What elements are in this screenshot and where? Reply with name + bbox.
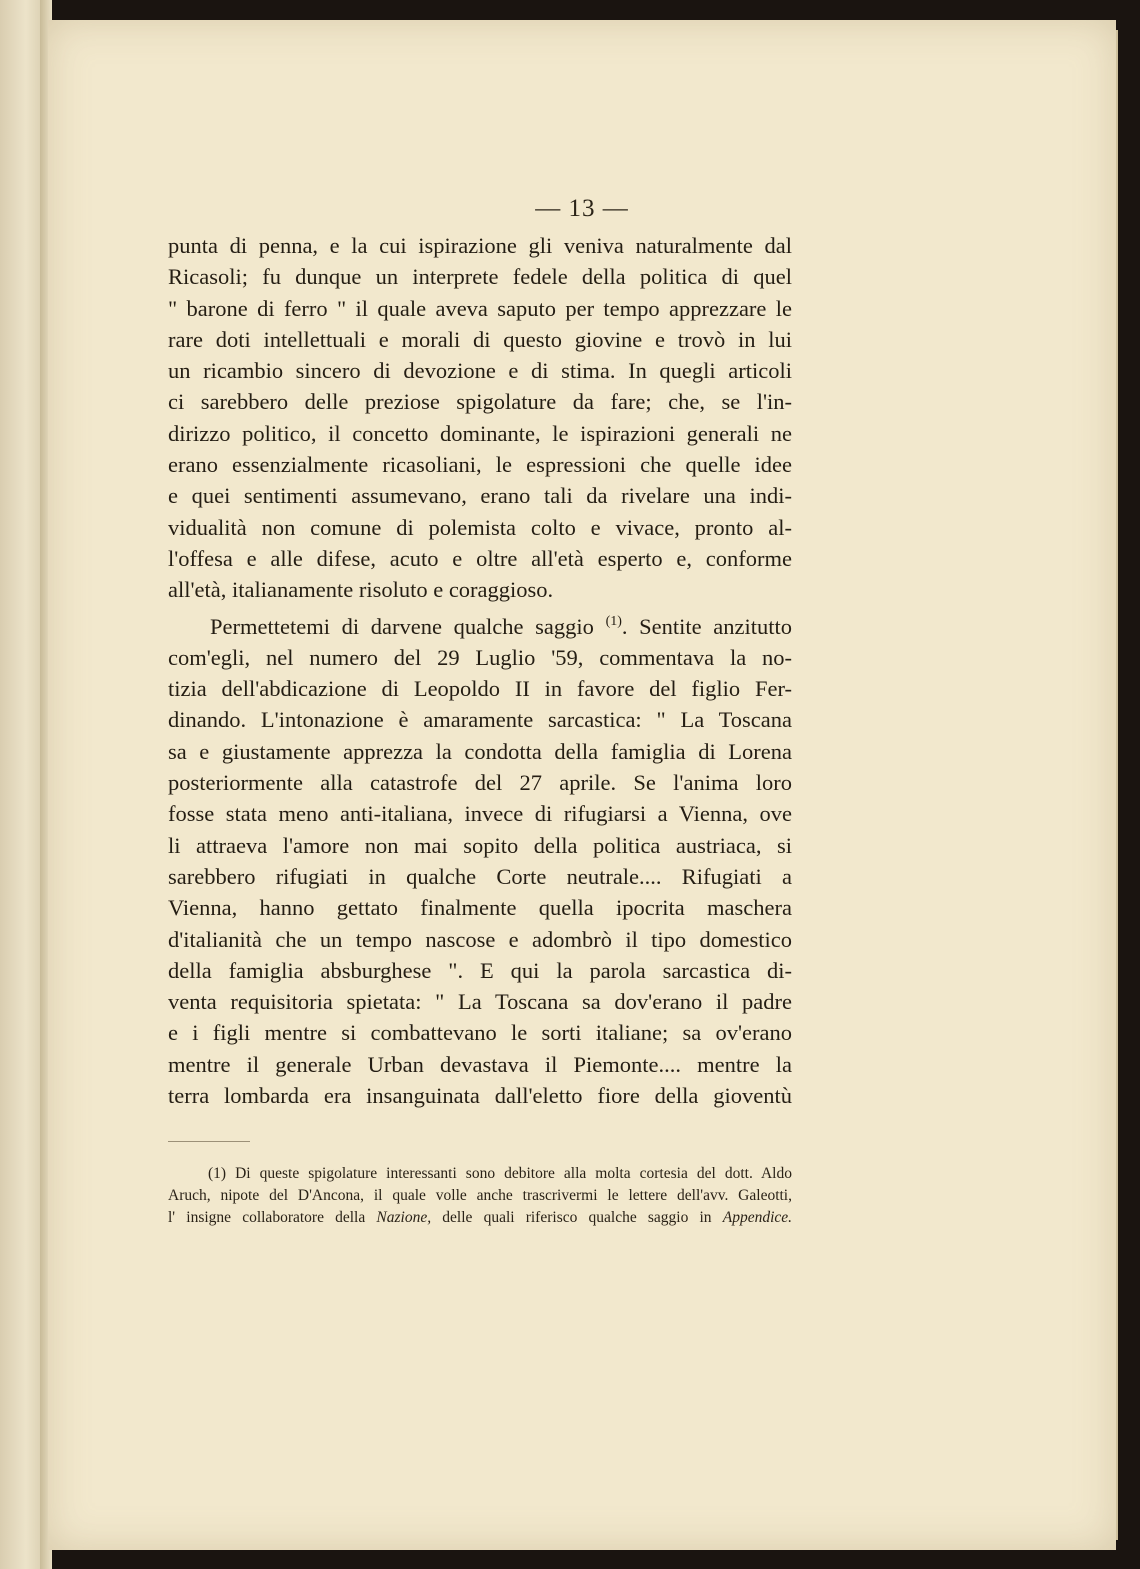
text-line: venta requisitoria spietata: " La Toscana sa dov'erano il padre	[168, 989, 792, 1015]
text-line: un ricambio sincero di devozione e di stima. In quegli articoli	[168, 358, 792, 384]
text-line: erano essenzialmente ricasoliani, le espressioni che quelle idee	[168, 452, 792, 478]
text-line: posteriormente alla catastrofe del 27 aprile. Se l'anima loro	[168, 770, 792, 796]
text-line: Vienna, hanno gettato finalmente quella ipocrita maschera	[168, 895, 792, 921]
text-line: " barone di ferro " il quale aveva saputo per tempo apprezzare le	[168, 295, 792, 321]
footnote-divider	[168, 1141, 250, 1142]
text-fragment: l' insigne collaboratore della	[168, 1209, 366, 1226]
text-line: Ricasoli; fu dunque un interprete fedele della politica di quel	[168, 264, 792, 290]
text-line: li attraeva l'amore non mai sopito della politica austriaca, si	[168, 832, 792, 858]
text-line: e i figli mentre si combattevano le sorti italiane; sa ov'erano	[168, 1020, 792, 1046]
footnote-reference: (1)	[605, 613, 622, 629]
body-text	[168, 230, 792, 1111]
text-line: ci sarebbero delle preziose spigolature da fare; che, se l'in-	[168, 389, 792, 415]
footnote-line: (1) Di queste spigolature interessanti sono debitore alla molta cortesia del dott. Aldo	[208, 1165, 792, 1182]
text-line: rare doti intellettuali e morali di questo giovine e trovò in lui	[168, 326, 792, 352]
italic-title: Nazione,	[376, 1209, 432, 1226]
text-line: dinando. L'intonazione è amaramente sarcastica: " La Toscana	[168, 707, 792, 733]
page-number: — 13 —	[535, 195, 629, 222]
footnote	[168, 1163, 792, 1229]
text-line: mentre il generale Urban devastava il Piemonte.... mentre la	[168, 1051, 792, 1077]
text-line: vidualità non comune di polemista colto e vivace, pronto al-	[168, 514, 792, 540]
text-fragment: delle quali riferisco qualche saggio in	[442, 1209, 712, 1226]
text-line: sarebbero rifugiati in qualche Corte neutrale.... Rifugiati a	[168, 863, 792, 889]
text-line: d'italianità che un tempo nascose e adombrò il tipo domestico	[168, 926, 792, 952]
text-line: fosse stata meno anti-italiana, invece di rifugiarsi a Vienna, ove	[168, 801, 792, 827]
footnote-line-3	[168, 1207, 792, 1229]
text-line: e quei sentimenti assumevano, erano tali da rivelare una indi-	[168, 483, 792, 509]
text-line: com'egli, nel numero del 29 Luglio '59, commentava la no-	[168, 644, 792, 670]
text-line: dirizzo politico, il concetto dominante, le ispirazioni generali ne	[168, 420, 792, 446]
paragraph2-first-line	[168, 606, 792, 642]
footnote-line: Aruch, nipote del D'Ancona, il quale volle anche trascrivermi le lettere dell'avv. Galeotti,	[168, 1187, 792, 1204]
text-fragment: Permettetemi di darvene qualche saggio	[210, 613, 594, 639]
text-line: all'età, italianamente risoluto e coraggioso.	[168, 577, 554, 603]
text-line: punta di penna, e la cui ispirazione gli veniva naturalmente dal	[168, 233, 792, 258]
text-line: sa e giustamente apprezza la condotta della famiglia di Lorena	[168, 738, 792, 764]
text-fragment: . Sentite anzitutto	[621, 613, 793, 639]
text-line: della famiglia absburghese ". E qui la parola sarcastica di-	[168, 957, 792, 983]
italic-title: Appendice.	[722, 1209, 793, 1226]
text-line: l'offesa e alle difese, acuto e oltre all'età esperto e, conforme	[168, 545, 792, 571]
text-line: tizia dell'abdicazione di Leopoldo II in favore del figlio Fer-	[168, 676, 792, 702]
text-line: terra lombarda era insanguinata dall'eletto fiore della gioventù	[168, 1083, 792, 1109]
